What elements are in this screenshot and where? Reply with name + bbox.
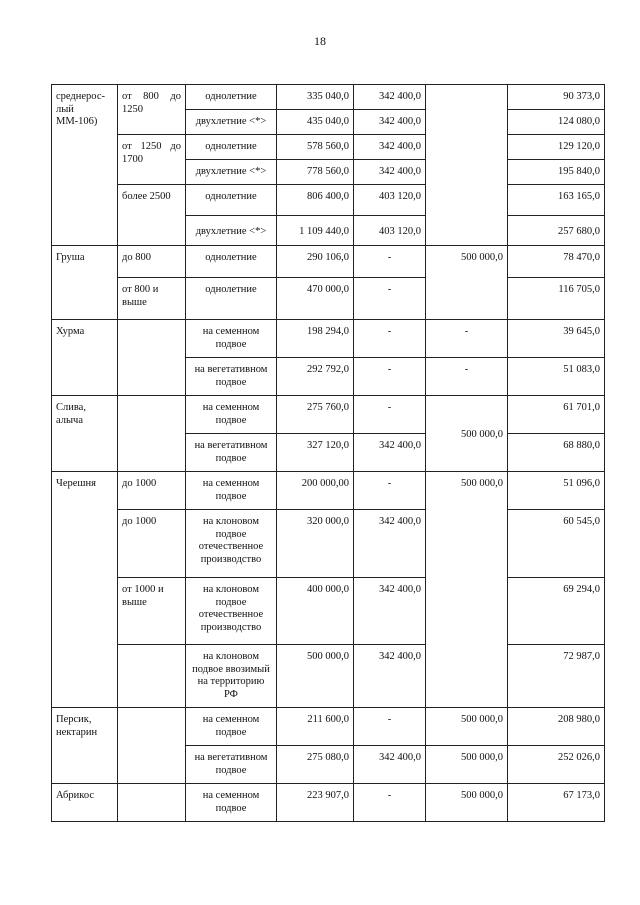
type-cell: на семенном подвое (186, 472, 277, 510)
value-cell: 1 109 440,0 (277, 216, 354, 246)
height-cell (118, 396, 186, 472)
table-row (52, 185, 605, 216)
culture-cell: Хурма (52, 320, 118, 396)
value-cell: - (354, 472, 426, 510)
height-cell (118, 645, 186, 708)
value-cell: 342 400,0 (354, 434, 426, 472)
value-cell: 223 907,0 (277, 784, 354, 822)
table-row (52, 85, 605, 110)
value-cell: - (354, 278, 426, 320)
value-cell: 51 083,0 (508, 358, 605, 396)
type-cell: однолетние (186, 85, 277, 110)
value-cell: 327 120,0 (277, 434, 354, 472)
table-row (52, 396, 605, 434)
value-cell: 342 400,0 (354, 110, 426, 135)
value-cell: 290 106,0 (277, 246, 354, 278)
culture-cell: Черешня (52, 472, 118, 708)
table-row (52, 645, 605, 708)
value-cell: 578 560,0 (277, 135, 354, 160)
value-cell: 500 000,0 (426, 746, 508, 784)
table-row (52, 246, 605, 278)
value-cell: - (354, 784, 426, 822)
type-cell: двухлетние <*> (186, 160, 277, 185)
value-cell: 470 000,0 (277, 278, 354, 320)
value-cell: 257 680,0 (508, 216, 605, 246)
value-cell: 60 545,0 (508, 510, 605, 578)
value-cell: 500 000,0 (426, 396, 508, 472)
type-cell: двухлетние <*> (186, 216, 277, 246)
value-cell: 67 173,0 (508, 784, 605, 822)
value-cell: 806 400,0 (277, 185, 354, 216)
value-cell: - (354, 708, 426, 746)
type-cell: на семенном подвое (186, 396, 277, 434)
value-cell: - (426, 358, 508, 396)
height-cell (118, 708, 186, 784)
table-row (52, 472, 605, 510)
value-cell: 403 120,0 (354, 216, 426, 246)
value-cell: 163 165,0 (508, 185, 605, 216)
type-cell: однолетние (186, 185, 277, 216)
value-cell: 275 760,0 (277, 396, 354, 434)
value-cell: 195 840,0 (508, 160, 605, 185)
height-cell: до 1000 (118, 510, 186, 578)
value-cell: 342 400,0 (354, 645, 426, 708)
value-cell: 320 000,0 (277, 510, 354, 578)
height-cell (118, 784, 186, 822)
value-cell: 342 400,0 (354, 746, 426, 784)
value-cell: 342 400,0 (354, 160, 426, 185)
type-cell: однолетние (186, 278, 277, 320)
table-row (52, 708, 605, 746)
value-cell: 275 080,0 (277, 746, 354, 784)
type-cell: на семенном подвое (186, 708, 277, 746)
value-cell: 403 120,0 (354, 185, 426, 216)
subsidy-rates-table (51, 84, 605, 822)
value-cell: 500 000,0 (426, 784, 508, 822)
type-cell: на вегетативном подвое (186, 434, 277, 472)
value-cell: - (354, 396, 426, 434)
value-cell: 198 294,0 (277, 320, 354, 358)
value-cell: 51 096,0 (508, 472, 605, 510)
value-cell: 500 000,0 (426, 472, 508, 708)
height-cell: до 1000 (118, 472, 186, 510)
height-cell: до 800 (118, 246, 186, 278)
value-cell: 342 400,0 (354, 510, 426, 578)
value-cell: 500 000,0 (426, 246, 508, 320)
table-row (52, 135, 605, 160)
type-cell: на клоновом подвое отечественное производство (186, 510, 277, 578)
table-row (52, 320, 605, 358)
type-cell: на клоновом подвое отечественное производство (186, 578, 277, 645)
height-cell (118, 320, 186, 396)
culture-cell: Абрикос (52, 784, 118, 822)
extra-cell (426, 85, 508, 246)
culture-cell: среднерос-лый ММ-106) (52, 85, 118, 246)
type-cell: однолетние (186, 246, 277, 278)
type-cell: на вегетативном подвое (186, 358, 277, 396)
type-cell: на вегетативном подвое (186, 746, 277, 784)
value-cell: 500 000,0 (277, 645, 354, 708)
value-cell: 400 000,0 (277, 578, 354, 645)
value-cell: 72 987,0 (508, 645, 605, 708)
value-cell: 211 600,0 (277, 708, 354, 746)
culture-cell: Груша (52, 246, 118, 320)
value-cell: 90 373,0 (508, 85, 605, 110)
type-cell: на семенном подвое (186, 784, 277, 822)
page-number: 18 (314, 34, 326, 48)
table-row (52, 784, 605, 822)
value-cell: 435 040,0 (277, 110, 354, 135)
culture-cell: Слива, алыча (52, 396, 118, 472)
value-cell: 124 080,0 (508, 110, 605, 135)
culture-cell: Персик, нектарин (52, 708, 118, 784)
height-cell: более 2500 (118, 185, 186, 246)
type-cell: на клоновом подвое ввозимый на территорию РФ (186, 645, 277, 708)
type-cell: двухлетние <*> (186, 110, 277, 135)
value-cell: 292 792,0 (277, 358, 354, 396)
value-cell: 200 000,00 (277, 472, 354, 510)
table-row (52, 578, 605, 645)
value-cell: 78 470,0 (508, 246, 605, 278)
value-cell: 778 560,0 (277, 160, 354, 185)
type-cell: однолетние (186, 135, 277, 160)
value-cell: 342 400,0 (354, 85, 426, 110)
type-cell: на семенном подвое (186, 320, 277, 358)
value-cell: 208 980,0 (508, 708, 605, 746)
value-cell: 500 000,0 (426, 708, 508, 746)
value-cell: 129 120,0 (508, 135, 605, 160)
value-cell: - (354, 246, 426, 278)
value-cell: 61 701,0 (508, 396, 605, 434)
value-cell: 342 400,0 (354, 135, 426, 160)
table-row (52, 278, 605, 320)
value-cell: - (354, 320, 426, 358)
value-cell: 69 294,0 (508, 578, 605, 645)
value-cell: 335 040,0 (277, 85, 354, 110)
value-cell: 252 026,0 (508, 746, 605, 784)
height-cell: от 800 до 1250 (118, 85, 186, 135)
value-cell: 116 705,0 (508, 278, 605, 320)
height-cell: от 800 и выше (118, 278, 186, 320)
value-cell: 68 880,0 (508, 434, 605, 472)
height-cell: от 1250 до 1700 (118, 135, 186, 185)
value-cell: - (426, 320, 508, 358)
height-cell: от 1000 и выше (118, 578, 186, 645)
value-cell: 342 400,0 (354, 578, 426, 645)
value-cell: 39 645,0 (508, 320, 605, 358)
table-row (52, 510, 605, 578)
value-cell: - (354, 358, 426, 396)
